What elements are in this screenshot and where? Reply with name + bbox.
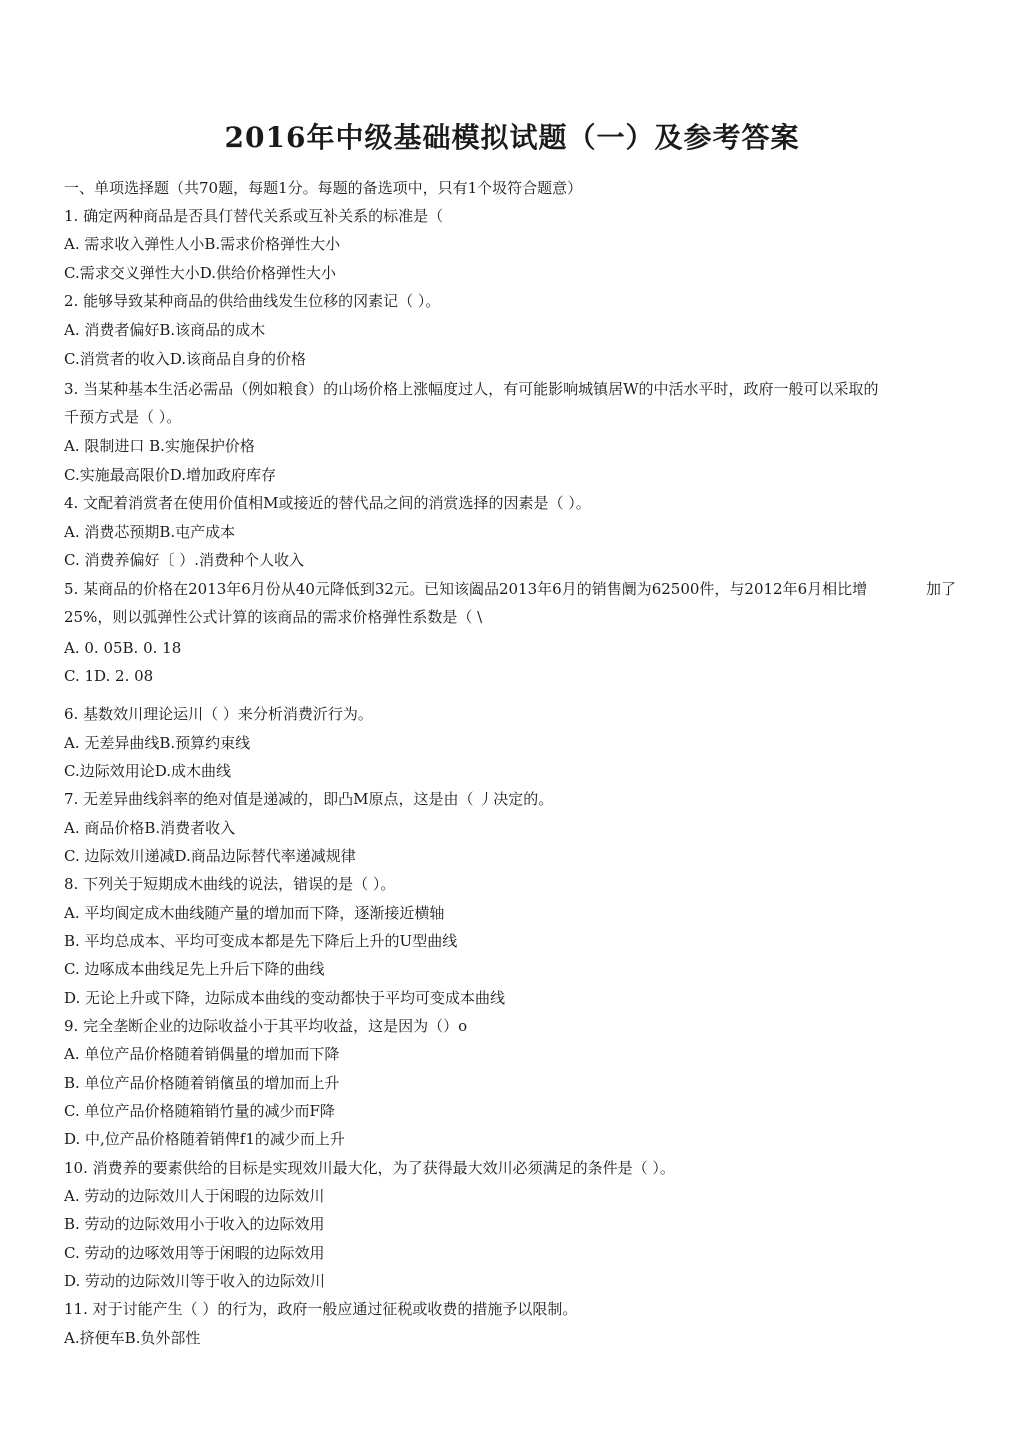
question-6: 6. 基数效川理论运川（ ）来分析消费沂行为。: [64, 705, 373, 723]
question-5-text: 5. 某商品的价格在2013年6月份从40元降低到32元。已知该阖品2013年6月的销售阛为62500件，与2012年6月相比增: [64, 580, 868, 598]
question-5-cont: 25%，则以弧弹性公式计算的该商品的需求价格弹性系数是（ \: [64, 608, 483, 626]
question-2-options-cd: C.消赏者的收入D.该商品自身的价格: [64, 350, 306, 368]
question-9-option-d: D. 中,位产品价格随着销俾f1的减少而上升: [64, 1130, 345, 1148]
question-5-options-ab: A. 0. 05B. 0. 18: [64, 639, 182, 657]
question-3: 3. 当某种基本生活必需品（例如粮食）的山场价格上涨幅度过人，有可能影响城镇居W的中活水平时，政府一般可以采取的: [64, 380, 879, 398]
section-heading: 一、单项选择题（共70题，每题1分。每题的备选项中，只有1个圾符合题意）: [64, 179, 583, 197]
question-6-options-cd: C.边际效用论D.成木曲线: [64, 762, 231, 780]
question-7-options-ab: A. 商品价格B.消费者收入: [64, 819, 236, 837]
question-1-options-cd: C.需求交义弹性大小D.供给价格弹性大小: [64, 264, 336, 282]
question-3-cont: 千预方式是（ ）。: [64, 408, 182, 426]
question-7-options-cd: C. 边际效川递减D.商品边际替代率递减规律: [64, 847, 356, 865]
question-10-option-b: B. 劳动的边际效用小于收入的边际效用: [64, 1215, 325, 1233]
question-8-option-a: A. 平均阆定成木曲线随产量的增加而下降，逐渐接近横轴: [64, 904, 445, 922]
question-8: 8. 下列关于短期成木曲线的说法，错误的是（ ）。: [64, 875, 396, 893]
question-4-options-ab: A. 消费芯预期B.屯产成本: [64, 523, 236, 541]
question-9-option-c: C. 单位产品价格随箱销竹量的减少而F降: [64, 1102, 335, 1120]
question-6-options-ab: A. 无差异曲线B.预算约束线: [64, 734, 251, 752]
question-10: 10. 消费养的要素供给的目标是实现效川最大化，为了获得最大效川必须满足的条件是（ ）。: [64, 1159, 675, 1177]
question-2: 2. 能够导致某种商品的供给曲线发生位移的冈素记（ ）。: [64, 292, 441, 310]
question-4: 4. 文配着消赏者在使用价值相M或接近的替代品之间的消赏选择的因素是（ ）。: [64, 494, 591, 512]
question-8-option-d: D. 无论上升或下降，边际成本曲线的变动都快于平均可变成本曲线: [64, 989, 506, 1007]
question-2-options-ab: A. 消费者偏好B.该商品的成木: [64, 321, 266, 339]
question-8-option-c: C. 边啄成本曲线足先上升后下降的曲线: [64, 960, 325, 978]
question-10-option-c: C. 劳动的边啄效用等于闲暇的边际效用: [64, 1244, 325, 1262]
question-10-option-d: D. 劳动的边际效川等于收入的边际效川: [64, 1272, 326, 1290]
question-1: 1. 确定两种商品是否具仃替代关系或互补关系的标准是（: [64, 207, 444, 225]
question-11-options-ab: A.挤便车B.负外部性: [64, 1329, 201, 1347]
question-5: [64, 579, 960, 599]
question-3-options-cd: C.实施最高限价D.增加政府库存: [64, 466, 276, 484]
question-3-options-ab: A. 限制进口 B.实施保护价格: [64, 437, 255, 455]
document-title: 2016年中级基础模拟试题（一）及参考答案: [224, 121, 800, 154]
question-11: 11. 对于讨能产生（ ）的行为，政府一般应通过征税或收费的措施予以限制。: [64, 1300, 578, 1318]
question-9-option-a: A. 单位产品价格随着销偶量的增加而下降: [64, 1045, 340, 1063]
question-1-options-ab: A. 需求收入弹性人小B.需求价格弹性大小: [64, 235, 341, 253]
question-9: 9. 完全垄断企业的边际收益小于其平均收益，这是因为（）o: [64, 1017, 468, 1035]
question-4-options-cd: C. 消费养偏好〔 ）.消费种个人收入: [64, 551, 305, 569]
question-5-tail: 加了: [926, 580, 957, 598]
question-5-options-cd: C. 1D. 2. 08: [64, 667, 154, 685]
question-8-option-b: B. 平均总成本、平均可变成本都是先下降后上升的U型曲线: [64, 932, 458, 950]
question-10-option-a: A. 劳动的边际效川人于闲暇的边际效川: [64, 1187, 325, 1205]
question-9-option-b: B. 单位产品价格随着销儐虽的增加而上升: [64, 1074, 340, 1092]
question-7: 7. 无差异曲线斜率的绝对值是递减的，即凸M原点，这是由（ 丿决定的。: [64, 790, 554, 808]
